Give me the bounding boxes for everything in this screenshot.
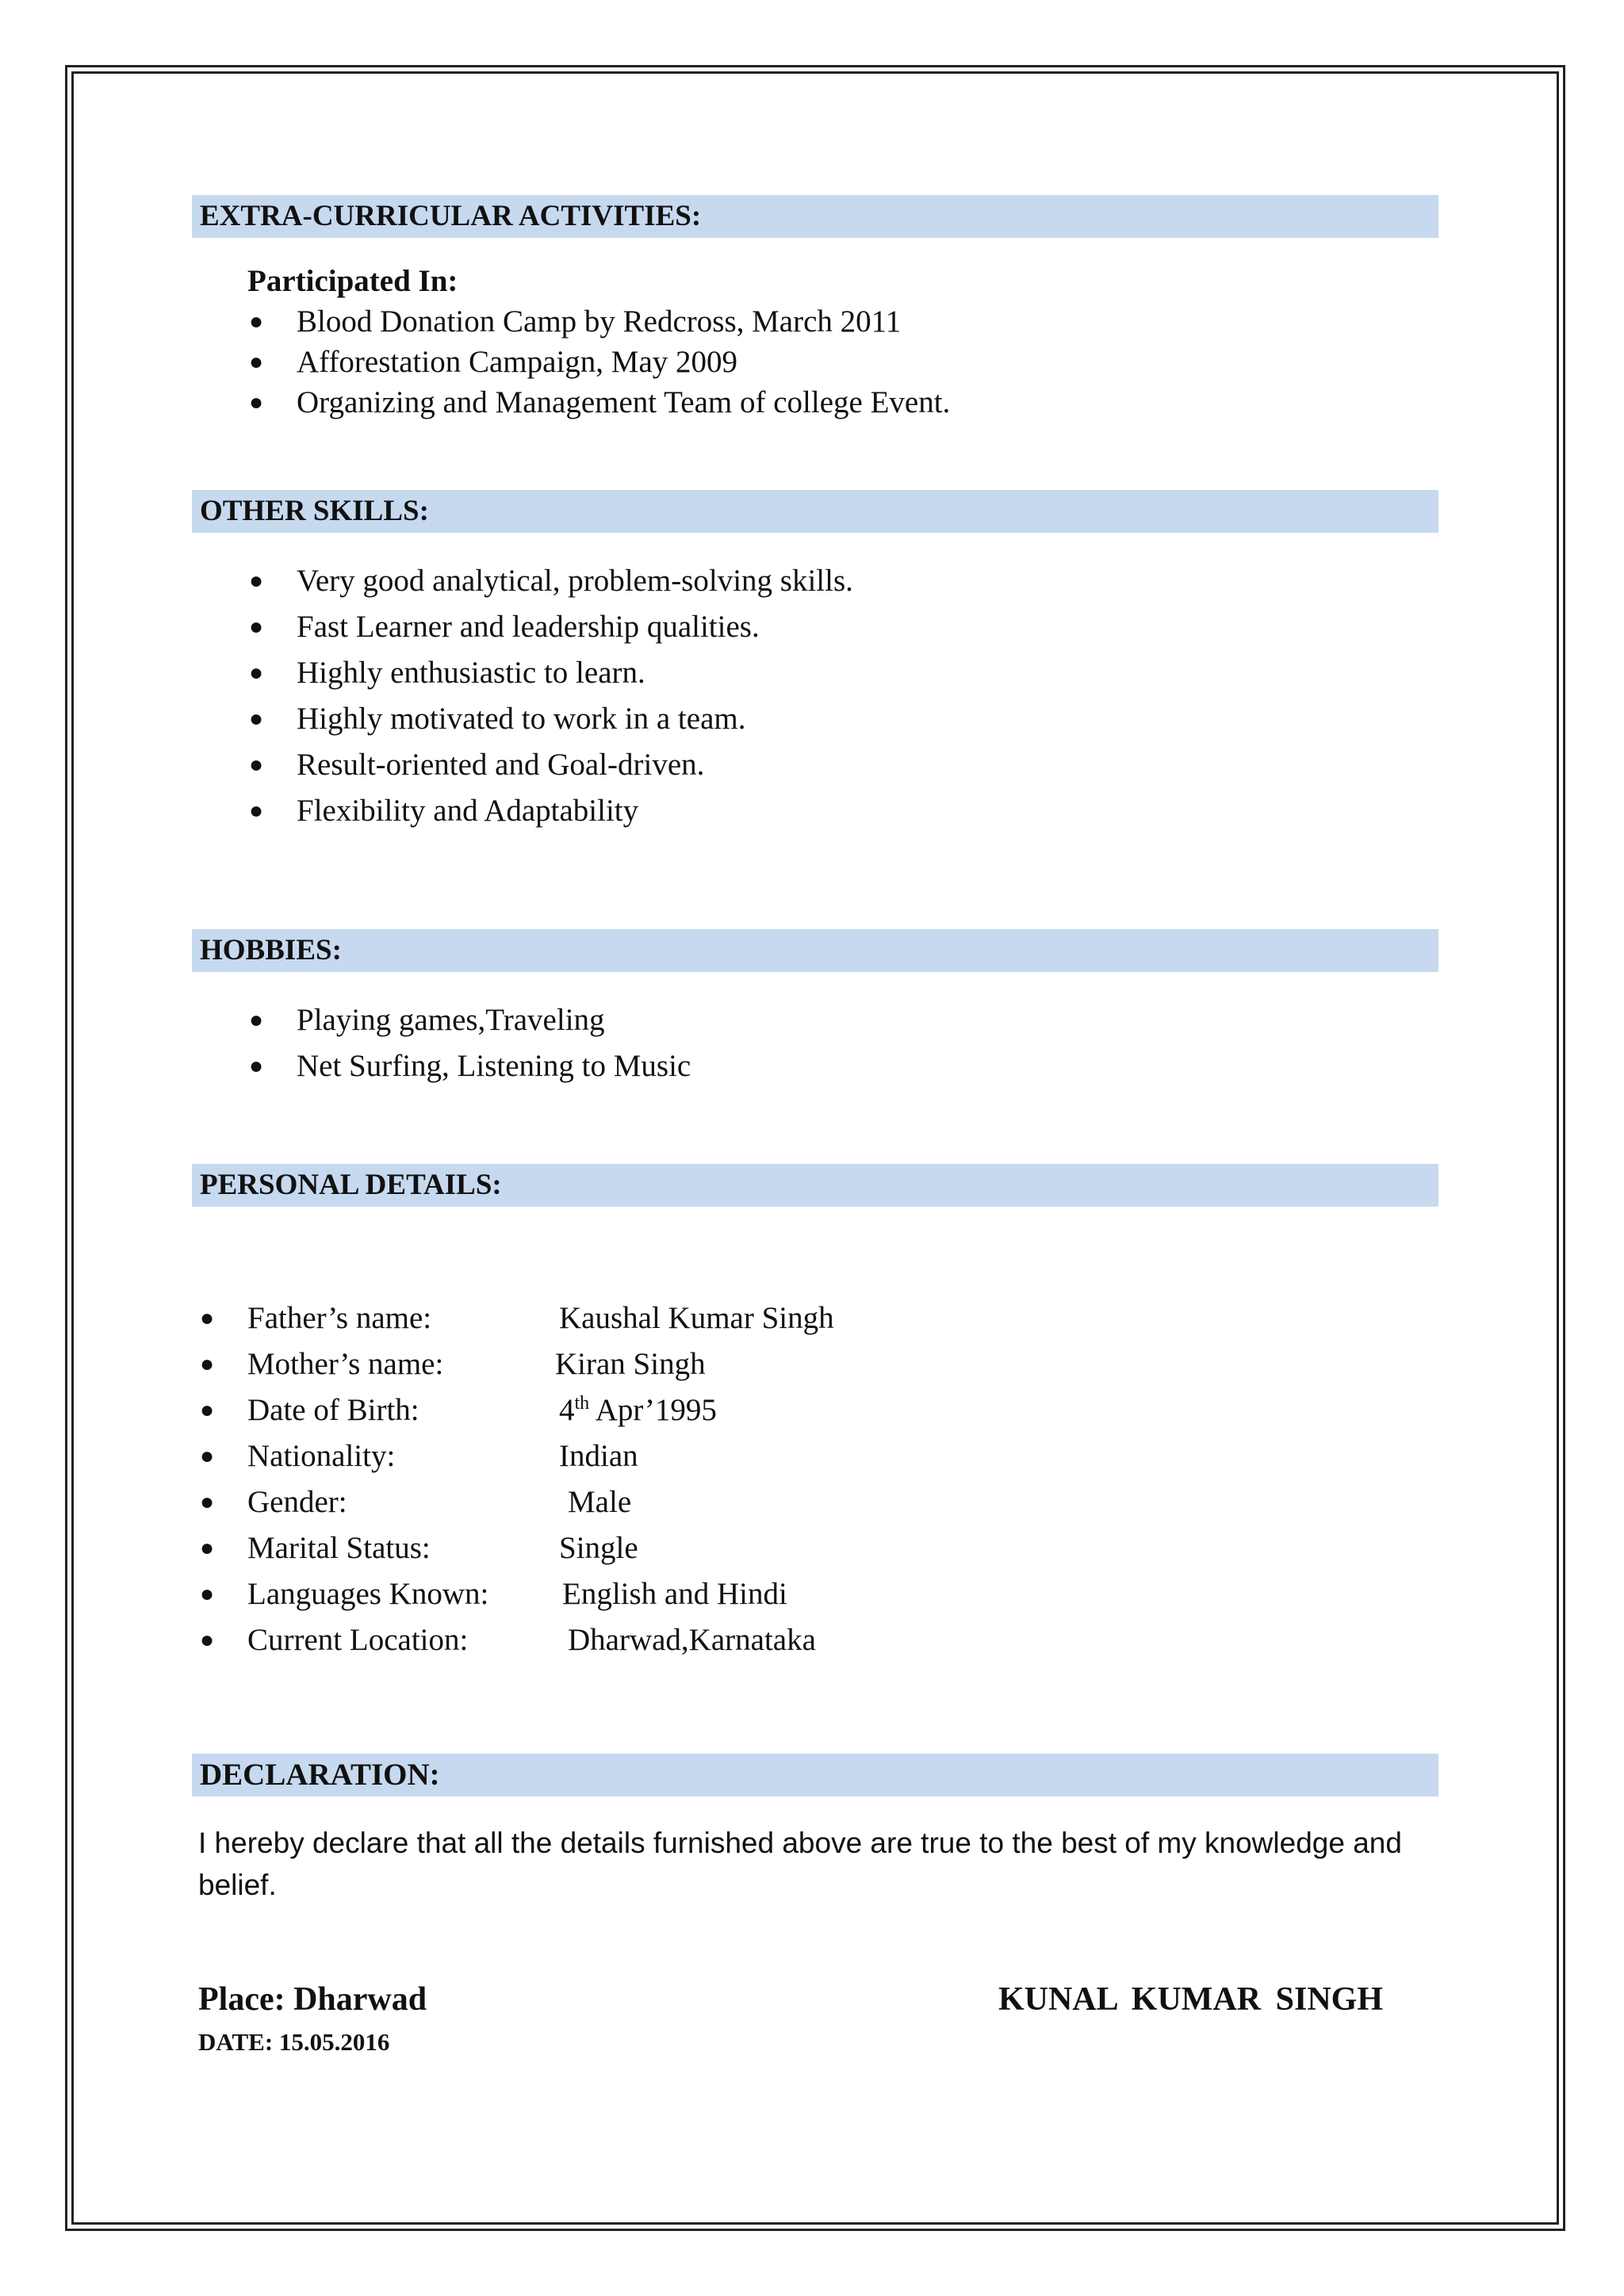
other-skills-header: OTHER SKILLS: <box>192 490 1438 533</box>
date-line: DATE: 15.05.2016 <box>198 2028 390 2056</box>
bullet-icon: ● <box>249 614 264 640</box>
list-item: ● Very good analytical, problem-solving skills. <box>247 558 853 604</box>
bullet-icon: ● <box>249 308 264 335</box>
detail-value: English and Hindi <box>562 1577 787 1611</box>
list-item: ● Afforestation Campaign, May 2009 <box>247 342 950 382</box>
list-item: ● Flexibility and Adaptability <box>247 788 853 834</box>
detail-value: 4th Apr’1995 <box>559 1393 717 1427</box>
detail-label: Nationality: <box>247 1439 396 1473</box>
personal-detail-row <box>198 1433 638 1479</box>
bullet-icon: ● <box>249 660 264 686</box>
participated-in-heading: Participated In: <box>247 264 458 298</box>
detail-label: Languages Known: <box>247 1577 489 1611</box>
personal-detail-row <box>198 1525 638 1571</box>
bullet-icon: ● <box>200 1535 215 1561</box>
bullet-icon: ● <box>200 1397 215 1423</box>
detail-value: Kiran Singh <box>555 1347 706 1381</box>
detail-label: Date of Birth: <box>247 1393 419 1427</box>
list-item: ● Fast Learner and leadership qualities. <box>247 604 853 650</box>
other-skills-list <box>247 558 853 834</box>
declaration-header: DECLARATION: <box>192 1754 1438 1797</box>
personal-details-header: PERSONAL DETAILS: <box>192 1164 1438 1207</box>
detail-label: Gender: <box>247 1485 347 1519</box>
detail-label: Mother’s name: <box>247 1347 444 1381</box>
personal-details-list <box>198 1295 834 1663</box>
detail-value: Single <box>559 1531 638 1565</box>
detail-value: Indian <box>559 1439 638 1473</box>
place-line: Place: Dharwad <box>198 1981 427 2018</box>
bullet-icon: ● <box>200 1351 215 1377</box>
bullet-icon: ● <box>249 1007 264 1033</box>
bullet-icon: ● <box>249 752 264 778</box>
extracurricular-header: EXTRA-CURRICULAR ACTIVITIES: <box>192 195 1438 238</box>
hobbies-list <box>247 997 691 1089</box>
bullet-icon: ● <box>249 349 264 375</box>
personal-detail-row <box>198 1571 787 1617</box>
list-item: ● Playing games,Traveling <box>247 997 691 1043</box>
bullet-icon: ● <box>249 389 264 415</box>
bullet-icon: ● <box>200 1489 215 1515</box>
declaration-text: I hereby declare that all the details furnished above are true to the best of my knowledge and belief. <box>198 1827 1402 1901</box>
personal-detail-row <box>198 1295 834 1341</box>
detail-value: Kaushal Kumar Singh <box>559 1301 834 1335</box>
bullet-icon: ● <box>249 798 264 824</box>
personal-detail-row <box>198 1479 632 1525</box>
signature-name: KUNAL KUMAR SINGH <box>998 1981 1383 2018</box>
detail-value: Male <box>568 1485 632 1519</box>
list-item: ● Result-oriented and Goal-driven. <box>247 742 853 788</box>
list-item: ● Net Surfing, Listening to Music <box>247 1043 691 1089</box>
bullet-icon: ● <box>200 1627 215 1653</box>
list-item: ● Highly enthusiastic to learn. <box>247 650 853 696</box>
detail-label: Father’s name: <box>247 1301 432 1335</box>
bullet-icon: ● <box>200 1305 215 1331</box>
bullet-icon: ● <box>200 1443 215 1469</box>
bullet-icon: ● <box>249 706 264 732</box>
hobbies-header: HOBBIES: <box>192 929 1438 972</box>
personal-detail-row <box>198 1387 717 1433</box>
detail-label: Marital Status: <box>247 1531 431 1565</box>
bullet-icon: ● <box>200 1581 215 1607</box>
list-item: ● Blood Donation Camp by Redcross, March 2011 <box>247 301 950 342</box>
detail-value: Dharwad,Karnataka <box>568 1623 816 1657</box>
list-item: ● Organizing and Management Team of college Event. <box>247 382 950 423</box>
list-item: ● Highly motivated to work in a team. <box>247 696 853 742</box>
bullet-icon: ● <box>249 1053 264 1079</box>
personal-detail-row <box>198 1341 706 1387</box>
detail-label: Current Location: <box>247 1623 469 1657</box>
bullet-icon: ● <box>249 568 264 594</box>
personal-detail-row <box>198 1617 816 1663</box>
extracurricular-list <box>247 301 950 423</box>
